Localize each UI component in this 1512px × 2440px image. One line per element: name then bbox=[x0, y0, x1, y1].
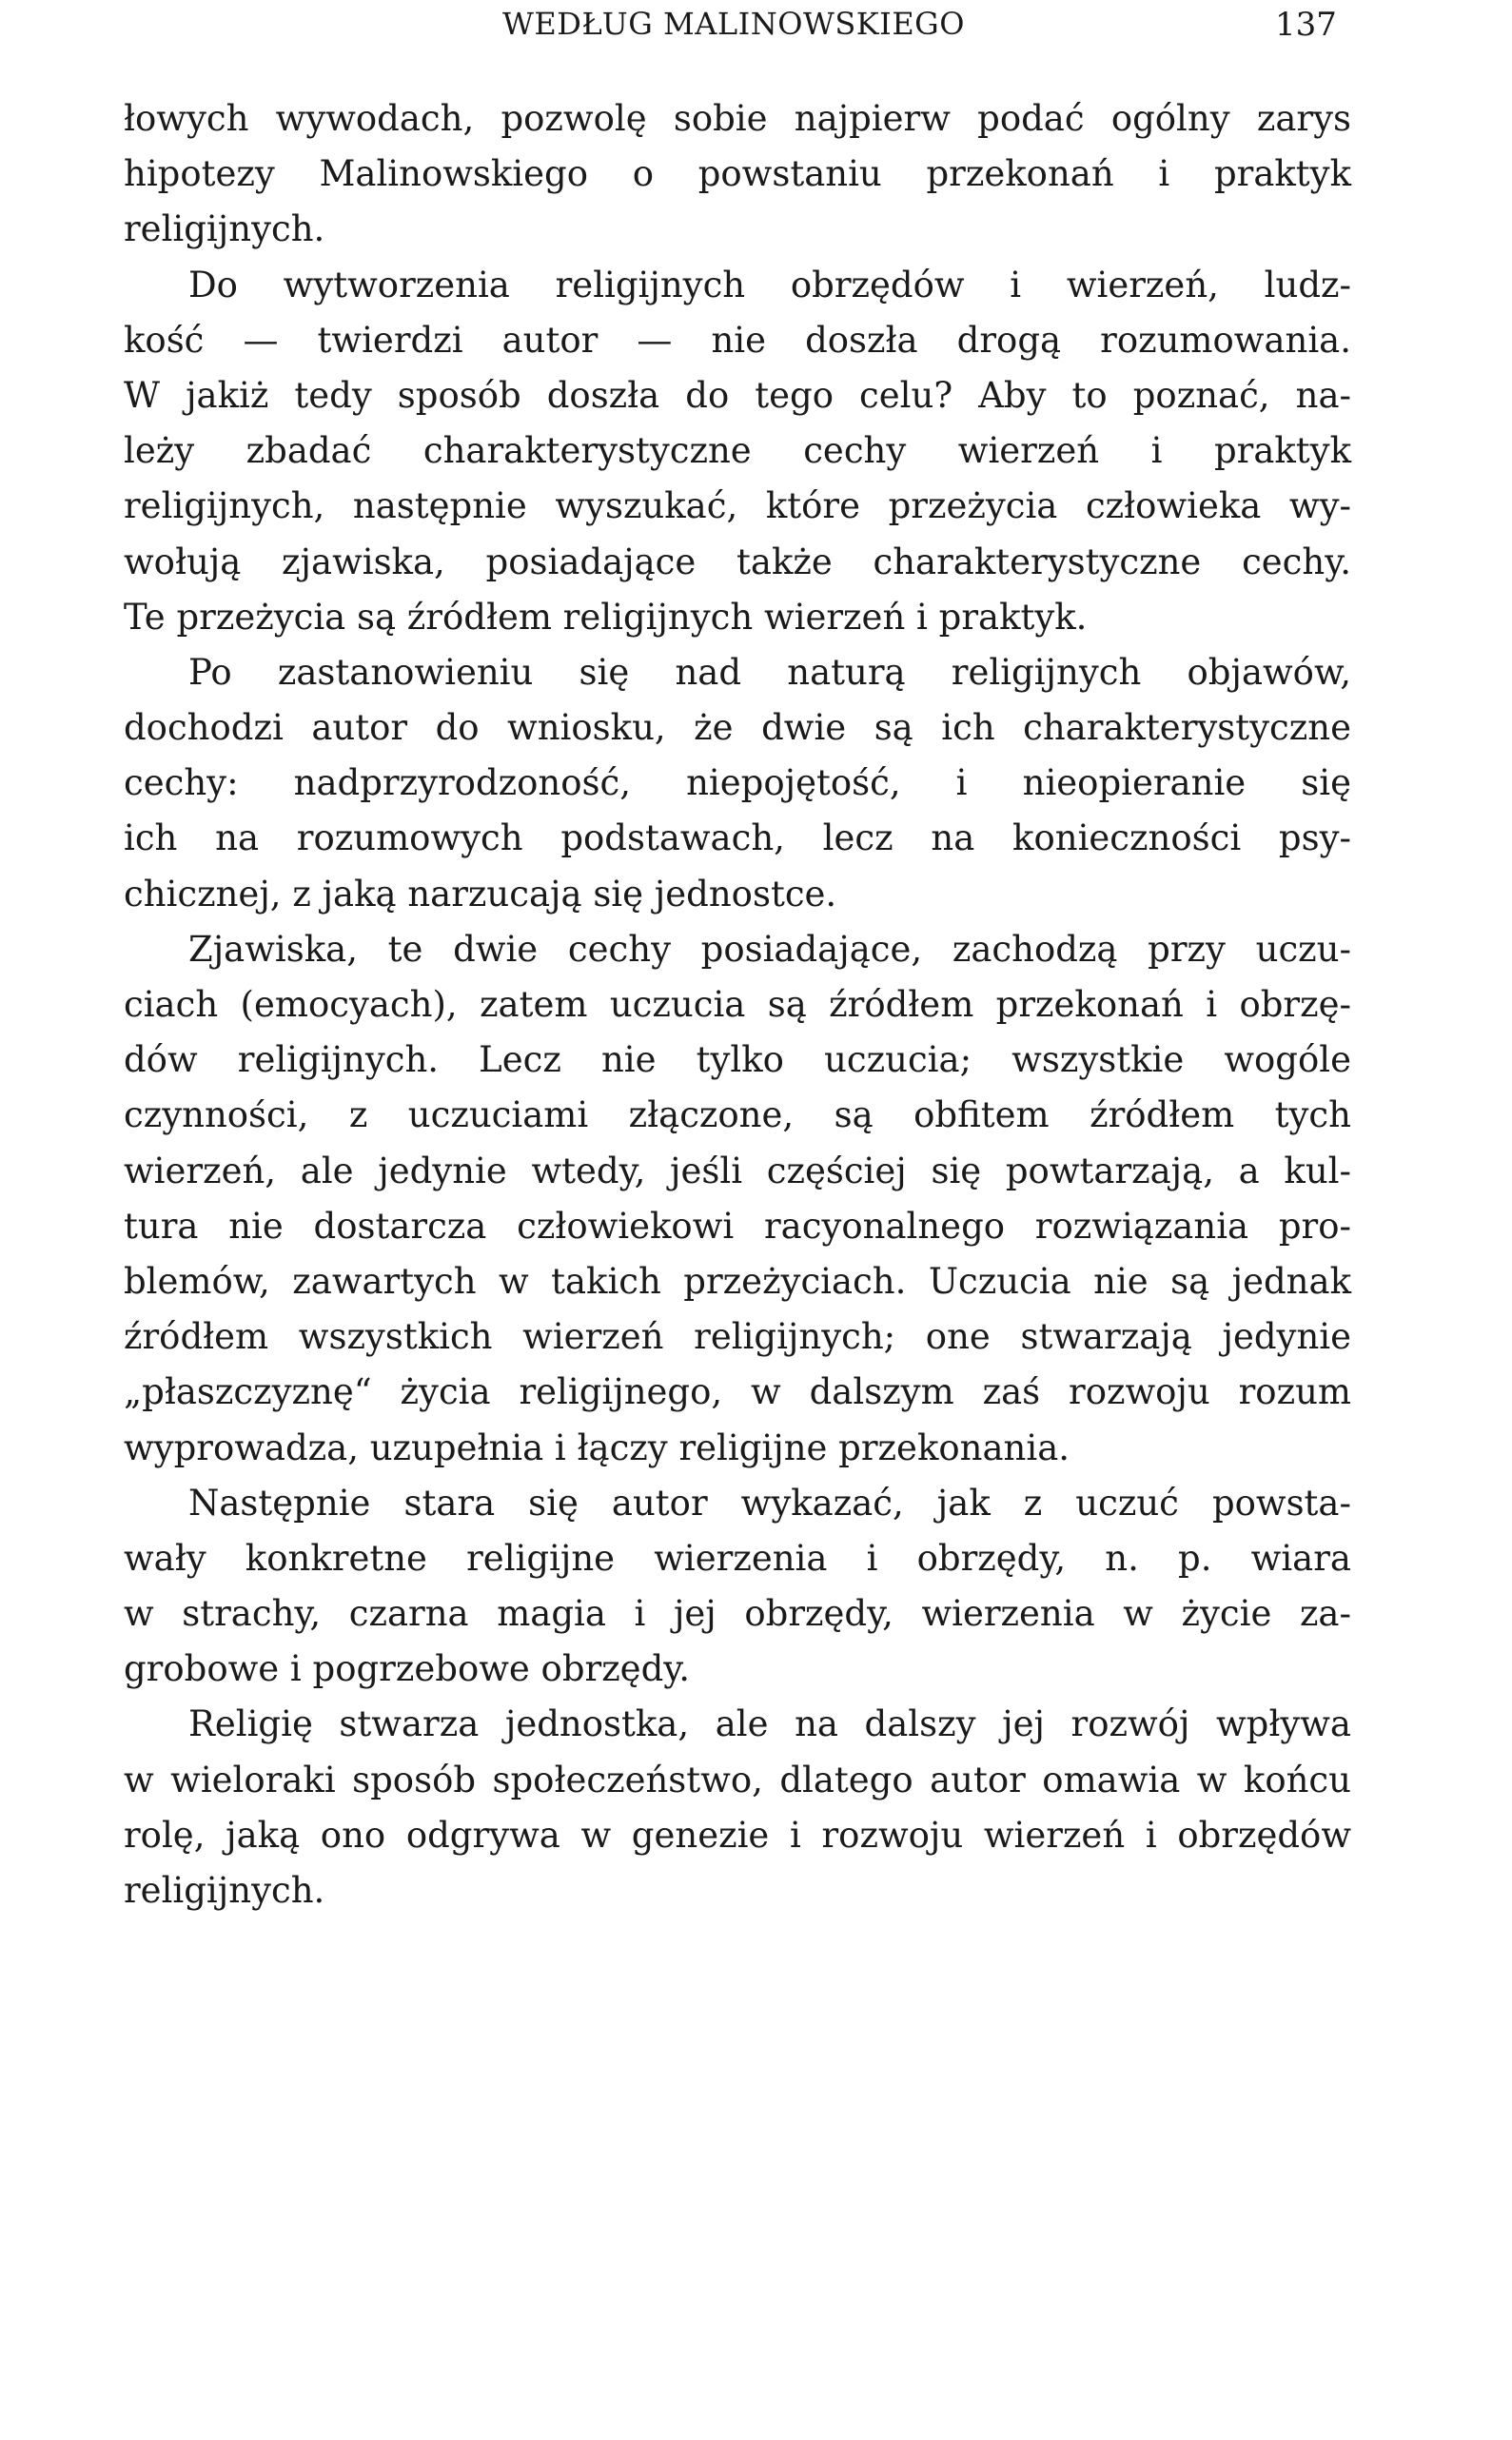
text-line: grobowe i pogrzebowe obrzędy. bbox=[124, 1648, 691, 1690]
text-line: wierzeń, ale jedynie wtedy, jeśli częściej się powtarzają, a kul- bbox=[124, 1150, 1351, 1191]
text-line: wyprowadza, uzupełnia i łączy religijne przekonania. bbox=[124, 1427, 1070, 1468]
text-line: w wieloraki sposób społeczeństwo, dlatego autor omawia w końcu bbox=[124, 1759, 1351, 1800]
text-line: chicznej, z jaką narzucają się jednostce. bbox=[124, 873, 837, 915]
text-line: źródłem wszystkich wierzeń religijnych; one stwarzają jedynie bbox=[124, 1316, 1351, 1358]
text-line: wały konkretne religijne wierzenia i obrzędy, n. p. wiara bbox=[124, 1537, 1351, 1579]
text-line: Te przeżycia są źródłem religijnych wierzeń i praktyk. bbox=[124, 596, 1088, 638]
text-line: cechy: nadprzyrodzoność, niepojętość, i nieopieranie się bbox=[124, 762, 1351, 804]
page-number: 137 bbox=[1275, 6, 1337, 44]
running-head bbox=[0, 6, 1512, 51]
text-line: kość — twierdzi autor — nie doszła drogą rozumowania. bbox=[124, 319, 1351, 361]
text-line: Następnie stara się autor wykazać, jak z uczuć powsta- bbox=[188, 1482, 1351, 1524]
text-line: tura nie dostarcza człowiekowi racyonalnego rozwiązania pro- bbox=[124, 1205, 1351, 1247]
text-line: Do wytworzenia religijnych obrzędów i wierzeń, ludz- bbox=[188, 264, 1351, 305]
text-line: „płaszczyznę“ życia religijnego, w dalszym zaś rozwoju rozum bbox=[124, 1371, 1351, 1413]
text-line: rolę, jaką ono odgrywa w genezie i rozwoju wierzeń i obrzędów bbox=[124, 1814, 1351, 1856]
text-line: Po zastanowieniu się nad naturą religijnych objawów, bbox=[188, 651, 1351, 693]
running-title: WEDŁUG MALINOWSKIEGO bbox=[502, 6, 965, 42]
text-line: Religię stwarza jednostka, ale na dalszy jej rozwój wpływa bbox=[188, 1703, 1351, 1745]
text-line: dochodzi autor do wniosku, że dwie są ich charakterystyczne bbox=[124, 707, 1351, 749]
text-line: hipotezy Malinowskiego o powstaniu przekonań i praktyk bbox=[124, 153, 1351, 195]
text-line: religijnych. bbox=[124, 1870, 325, 1911]
text-line: wołują zjawiska, posiadające także charakterystyczne cechy. bbox=[124, 541, 1351, 582]
body-text bbox=[124, 91, 1351, 1919]
text-line: dów religijnych. Lecz nie tylko uczucia; wszystkie wogóle bbox=[124, 1039, 1351, 1081]
text-line: religijnych. bbox=[124, 208, 325, 250]
text-line: leży zbadać charakterystyczne cechy wierzeń i praktyk bbox=[124, 430, 1351, 472]
text-line: religijnych, następnie wyszukać, które przeżycia człowieka wy- bbox=[124, 485, 1351, 527]
text-line: Zjawiska, te dwie cechy posiadające, zachodzą przy uczu- bbox=[188, 928, 1351, 970]
text-line: W jakiż tedy sposób doszła do tego celu? Aby to poznać, na- bbox=[124, 374, 1351, 416]
text-line: w strachy, czarna magia i jej obrzędy, wierzenia w życie za- bbox=[124, 1593, 1351, 1635]
text-line: łowych wywodach, pozwolę sobie najpierw podać ogólny zarys bbox=[124, 98, 1351, 139]
text-line: blemów, zawartych w takich przeżyciach. Uczucia nie są jednak bbox=[124, 1260, 1351, 1302]
text-line: czynności, z uczuciami złączone, są obfitem źródłem tych bbox=[124, 1094, 1351, 1136]
text-line: ich na rozumowych podstawach, lecz na konieczności psy- bbox=[124, 817, 1351, 859]
text-line: ciach (emocyach), zatem uczucia są źródłem przekonań i obrzę- bbox=[124, 984, 1351, 1025]
